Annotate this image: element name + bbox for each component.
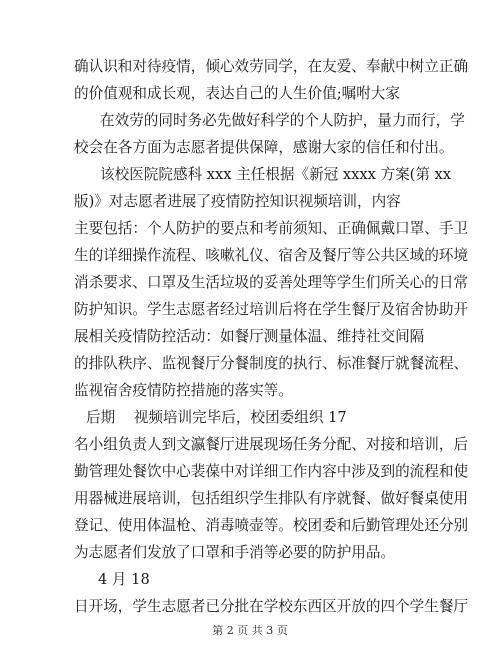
- text-line: 的排队秩序、监视餐厅分餐制度的执行、标准餐厅就餐流程、: [74, 355, 469, 372]
- text-line: 用器械进展培训，包括组织学生排队有序就餐、做好餐桌使用: [74, 490, 469, 507]
- text-line: 消杀要求、口罩及生活垃圾的妥善处理等学生们所关心的日常: [74, 274, 469, 291]
- text-line: 后期 视频培训完毕后，校团委组织 17: [86, 409, 347, 426]
- text-line: 名小组负责人到文瀛餐厅进展现场任务分配、对接和培训，后: [74, 436, 469, 453]
- page-number-footer: 第 2 页 共 3 页: [212, 624, 288, 637]
- text-line: 在效劳的同时务必先做好科学的个人防护，量力而行，学: [100, 112, 465, 129]
- text-line: 监视宿舍疫情防控措施的落实等。: [74, 382, 293, 399]
- text-line: 的价值观和成长观，表达自己的人生价值;嘱咐大家: [74, 85, 400, 102]
- text-line: 登记、使用体温枪、消毒喷壶等。校团委和后勤管理处还分别: [74, 517, 469, 534]
- text-line: 为志愿者们发放了口罩和手消等必要的防护用品。: [74, 544, 396, 561]
- text-line: 展相关疫情防控活动：如餐厅测量体温、维持社交间隔: [74, 328, 425, 345]
- text-line: 该校医院院感科 xxx 主任根据《新冠 xxxx 方案(第 xx: [100, 166, 452, 183]
- text-line: 防护知识。学生志愿者经过培训后将在学生餐厅及宿舍协助开: [74, 301, 469, 318]
- text-line: 日开场，学生志愿者已分批在学校东西区开放的四个学生餐厅: [74, 598, 469, 615]
- text-line: 主要包括：个人防护的要点和考前须知、正确佩戴口罩、手卫: [74, 220, 469, 237]
- text-line: 确认识和对待疫情，倾心效劳同学，在友爱、奉献中树立正确: [74, 58, 469, 75]
- text-line: 4 月 18: [98, 571, 150, 588]
- text-line: 生的详细操作流程、咳嗽礼仪、宿舍及餐厅等公共区域的环境: [74, 247, 469, 264]
- text-line: 版)》对志愿者进展了疫情防控知识视频培训，内容: [74, 193, 401, 210]
- text-line: 勤管理处餐饮中心裴葆中对详细工作内容中涉及到的流程和使: [74, 463, 469, 480]
- text-line: 校会在各方面为志愿者提供保障，感谢大家的信任和付出。: [74, 139, 454, 156]
